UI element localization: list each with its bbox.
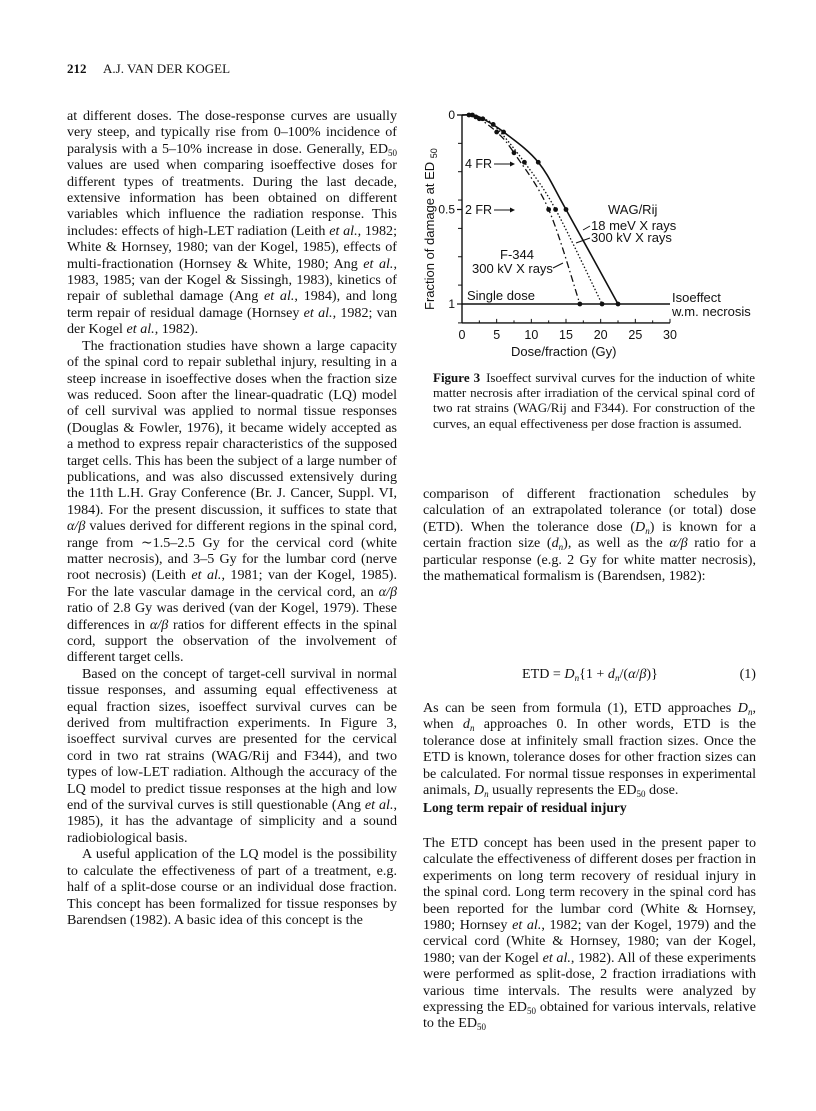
data-point (522, 160, 527, 165)
x-tick-label: 25 (628, 327, 643, 342)
x-tick-label: 10 (524, 327, 539, 342)
wm-necrosis-label: w.m. necrosis (672, 304, 751, 319)
section-heading: Long term repair of residual injury (423, 800, 627, 815)
equation-number: (1) (739, 666, 756, 682)
equation-formula: ETD = $D_n\{1 + d_n/(\alpha/\beta)\}$ (522, 666, 658, 683)
x-tick-label: 15 (559, 327, 573, 342)
data-point (577, 302, 582, 307)
paragraph: The ETD concept has been used in the present paper to calculate the effectiveness of different doses per fraction in experiments on long term recovery of residual injury in the spinal cord. Long term recovery in the spinal cord has been reported for the lumbar cord (White & Hornsey, 1980; Hornsey et al., 1982; van der Kogel, 1979) and the cervical cord (White & Hornsey, 1980; van der Kogel, 1980; van der Kogel et al., 1982). All of these experiments were performed as split-dose, 2 fraction irradiations with various time intervals. The results were analyzed by expressing the $ED_{50}$ obtained for various intervals, relative to the $ED_{50}$ (423, 835, 756, 1033)
x-tick-label: 30 (663, 327, 677, 342)
y-axis-label (422, 148, 439, 310)
running-title: A.J. VAN DER KOGEL (103, 61, 231, 76)
annotation-f344: F-344 (500, 247, 534, 262)
data-point (546, 207, 551, 212)
data-point (600, 302, 605, 307)
y-tick-label: 0 (448, 108, 455, 122)
right-column-middle (423, 700, 756, 798)
data-point (491, 122, 496, 127)
x-axis-label: Dose/fraction (Gy) (511, 344, 617, 359)
y-axis-label-text: Fraction of damage at ED (422, 161, 437, 310)
annotation-300kv-f344: 300 kV X rays (472, 261, 553, 276)
right-column-top (423, 486, 756, 584)
pointer-300kv-f344 (553, 263, 563, 268)
isoeffect-label: Isoeffect (672, 290, 721, 305)
arrow-2fr-head (510, 208, 515, 213)
y-axis-label-subscript: 50 (429, 148, 439, 159)
x-tick-label: 0 (458, 327, 466, 342)
x-tick-label: 20 (593, 327, 608, 342)
y-tick-label: 1 (448, 297, 455, 311)
figure-3-chart (0, 0, 816, 360)
annotation-wag-rij: WAG/Rij (608, 202, 658, 217)
data-point (553, 207, 558, 212)
data-point (564, 207, 569, 212)
x-tick-label: 5 (493, 327, 501, 342)
annotation-2fr: 2 FR (465, 203, 493, 217)
caption-text: Isoeffect survival curves for the induction of white matter necrosis after irradiation of the cervical spinal cord of two rat strains (WAG/Rij and F344). For construction of the curves, an equal effectiveness per dose fraction is assumed. (433, 370, 755, 431)
y-tick-label: 0.5 (438, 202, 455, 217)
annotation-4fr: 4 FR (465, 157, 493, 171)
pointer-18mev (583, 226, 590, 230)
right-column-bottom (423, 835, 756, 1032)
chart-labels (422, 148, 751, 359)
data-point (473, 114, 478, 119)
data-point (536, 160, 541, 165)
paragraph: comparison of different fractionation schedules by calculation of an extrapolated tolerance (or total) dose (ETD). When the tolerance dose $(D_n)$ is known for a certain fraction size $(d_n)$, as well as the α/β ratio for a particular response (e.g. 2 Gy for white matter necrosis), the mathematical formalism is (Barendsen, 1982): (423, 486, 756, 585)
arrow-4fr-head (510, 162, 515, 167)
paragraph: As can be seen from formula (1), ETD approaches $D_n$, when $d_n$ approaches 0. In other words, ETD is the tolerance dose at infinitely small fraction sizes. Once the ETD is known, tolerance doses for other fraction sizes can be calculated. For normal tissue responses in experimental animals, $D_n$ usually represents the $ED_{50}$ dose. (423, 700, 756, 800)
annotation-18mev: 18 meV X rays (591, 218, 677, 233)
paragraph: A useful application of the LQ model is the possibility to calculate the effectiveness of part of a treatment, e.g. half of a split-dose course or an individual dose fraction. This concept has been formalized for tissue responses by Barendsen (1982). A basic idea of this concept is the (67, 846, 397, 928)
single-dose-label: Single dose (467, 288, 535, 303)
caption-label: Figure 3 (433, 370, 481, 385)
data-point (494, 130, 499, 135)
page-number: 212 (67, 61, 87, 76)
data-point (616, 302, 621, 307)
paragraph: The fractionation studies have shown a large capacity of the spinal cord to repair sublethal injury, resulting in a steep increase in isoeffective doses when the fraction size was reduced. Soon after the linear-quadratic (LQ) model of cell survival was applied to normal tissue responses (Douglas & Fowler, 1976), it became widely accepted as a method to express repair characteristics of the supposed target cells. This has been the subject of a large number of publications, and was also discussed extensively during the 11th L.H. Gray Conference (Br. J. Cancer, Suppl. VI, 1984). For the present discussion, it suffices to state that α/β values derived for different regions in the spinal cord, range from ∼1.5–2.5 Gy for the cervical cord (white matter necrosis), and 3–5 Gy for the lumbar cord (nerve root necrosis) (Leith et al., 1981; van der Kogel, 1985). For the late vascular damage in the cervical cord, an α/β ratio of 2.8 Gy was derived (van der Kogel, 1979). These differences in α/β ratios for different effects in the spinal cord, support the observation of the involvement of different target cells. (67, 337, 397, 666)
data-point (512, 150, 517, 155)
paragraph: at different doses. The dose-response curves are usually very steep, and typically rise from 0–100% incidence of paralysis with a 5–10% increase in dose. Generally, $ED_{50}$ values are used when comparing isoeffective doses for different types of treatments. During the last decade, extensive information has been obtained on different variables which influence the radiation response. This includes: effects of high-LET radiation (Leith et al., 1982; White & Hornsey, 1980; van der Kogel, 1985), effects of multi-fractionation (Hornsey & White, 1980; Ang et al., 1983, 1985; van der Kogel & Sissingh, 1983), kinetics of repair of sublethal damage (Ang et al., 1984), and long term repair of residual damage (Hornsey et al., 1982; van der Kogel et al., 1982). (67, 108, 397, 338)
paragraph: Based on the concept of target-cell survival in normal tissue responses, and assuming equal effectiveness at equal fraction sizes, isoeffect survival curves can be derived from multifraction experiments. In Figure 3, isoeffect survival curves are presented for the cervical cord in two rat strains (WAG/Rij and F344), and two types of low-LET radiation. Although the accuracy of the LQ model to predict tissue responses at the high and low end of the survival curves is still questionable (Ang et al., 1985), it has the advantage of simplicity and a sound radiobiological basis. (67, 665, 398, 846)
annotation-300kv-wag: 300 kV X rays (591, 230, 672, 245)
figure-caption (433, 370, 755, 431)
